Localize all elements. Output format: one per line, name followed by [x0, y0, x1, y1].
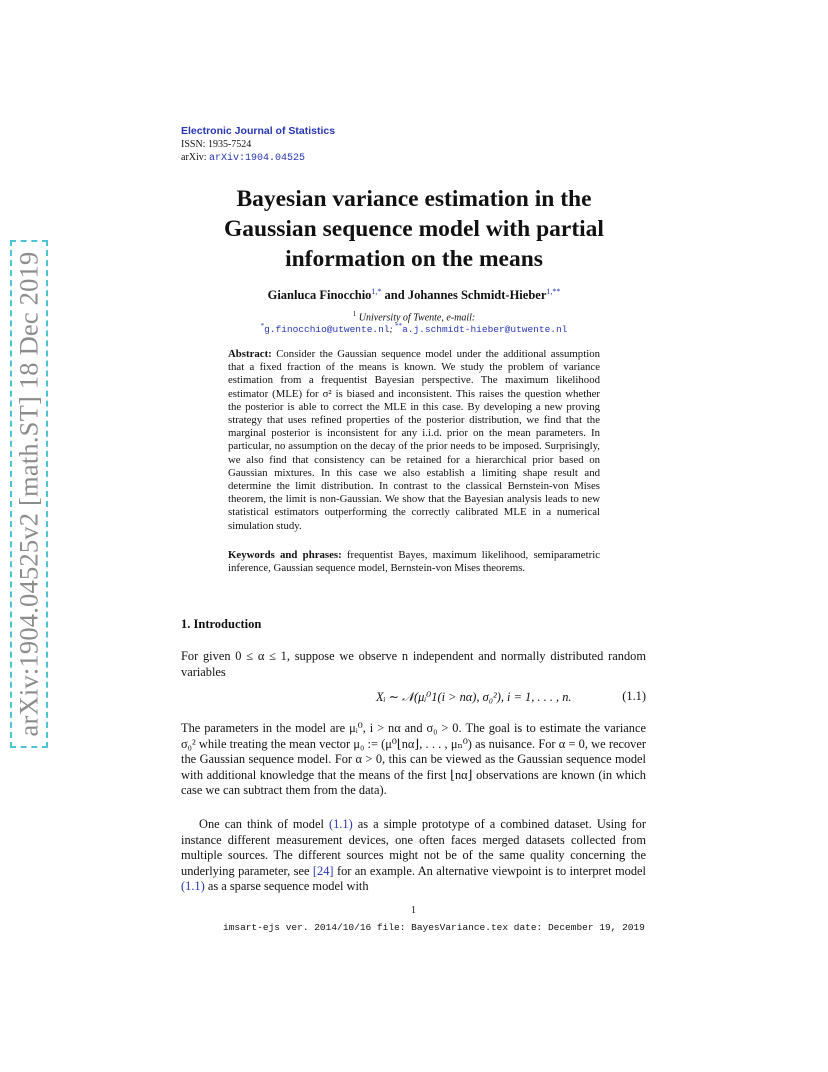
arxiv-link[interactable]: arXiv:1904.04525: [209, 153, 306, 164]
title-line: Bayesian variance estimation in the: [236, 186, 592, 212]
keywords-label: Keywords and phrases:: [228, 549, 342, 561]
section-heading: 1. Introduction: [181, 617, 262, 631]
paragraph-text: One can think of model: [199, 817, 329, 831]
email-line: [150, 322, 678, 335]
paragraph: For given 0 ≤ α ≤ 1, suppose we observe n independent and normally distributed random variables: [181, 649, 646, 679]
equation-reference-link[interactable]: (1.1): [328, 817, 353, 831]
abstract-text: Consider the Gaussian sequence model under the additional assumption that a fixed fraction of the means is known. We study the problem of variance estimation from a frequentist Bayesian perspective. The maximum likelihood estimator (MLE) for σ² is biased and inconsistent. This raises the question whether the posterior is able to correct the MLE in this case. By developing a new proving strategy that uses refined properties of the posterior distribution, we find that the marginal posterior is inconsistent for any i.i.d. prior on the mean parameters. In particular, no assumption on the decay of the prior needs to be imposed. Surprisingly, we also find that consistency can be retained for a hierarchical prior based on Gaussian mixtures. In this case we also establish a limiting shape result and determine the limit distribution. In contrast to the classical Bernstein-von Mises theorem, the limit is non-Gaussian. We show that the Bayesian analysis leads to new statistical estimators outperforming the correctly calibrated MLE in a numerical simulation study.: [228, 348, 600, 532]
journal-name[interactable]: Electronic Journal of Statistics: [181, 125, 336, 137]
paragraph-text: as a sparse sequence model with: [204, 879, 369, 894]
paragraph: [181, 817, 646, 895]
abstract-label: Abstract:: [228, 348, 272, 360]
keywords-text: frequentist Bayes, maximum likelihood, semiparametric inference, Gaussian sequence model, Bernstein-von Mises theorems.: [228, 549, 600, 575]
stamp-text: arXiv:1904.04525v2 [math.ST] 18 Dec 2019: [13, 251, 44, 737]
author-conjunction: and: [381, 288, 408, 303]
title-line: Gaussian sequence model with partial: [224, 216, 604, 242]
email-marker: *: [260, 322, 265, 330]
email-link[interactable]: a.j.schmidt-hieber@utwente.nl: [402, 324, 568, 336]
footer-info: imsart-ejs ver. 2014/10/16 file: BayesVariance.tex date: December 19, 2019: [223, 922, 645, 933]
equation: [181, 689, 646, 707]
arxiv-side-stamp: [10, 240, 48, 748]
keywords: [228, 549, 600, 575]
paragraph-text: as a simple prototype of a combined dataset. Using for instance different measurement devices, one often faces merged datasets collected from multiple sources. The different sources might not be of the same quality concerning the underlying parameter, see: [181, 817, 647, 878]
equation-number: (1.1): [622, 689, 646, 703]
page-number: 1: [411, 905, 416, 916]
arxiv-prefix: arXiv:: [181, 152, 210, 163]
citation-link[interactable]: [24]: [312, 863, 334, 878]
abstract: [228, 348, 600, 533]
author-name: Gianluca Finocchio: [267, 288, 372, 303]
issn: ISSN: 1935-7524: [181, 139, 252, 150]
paper-title: [150, 184, 678, 274]
equation-formula: Xᵢ ∼ 𝒩(μᵢ⁰1(i > nα), σ₀²), i = 1, . . . , n.: [376, 690, 572, 704]
affiliation-marker: 1: [352, 310, 357, 318]
author-footnote-link[interactable]: 1,*: [371, 287, 382, 296]
email-separator: ;: [389, 325, 396, 336]
author-name: Johannes Schmidt-Hieber: [407, 288, 547, 303]
email-marker: **: [395, 322, 403, 330]
affiliation-text: University of Twente, e-mail:: [356, 312, 476, 324]
author-footnote-link[interactable]: 1,**: [546, 287, 561, 296]
arxiv-identifier: [181, 152, 305, 164]
paragraph: The parameters in the model are μᵢ⁰, i > nα and σ₀ > 0. The goal is to estimate the variance σ₀² while treating the mean vector μ₀ := (μ⁰⌊nα⌋, . . . , μₙ⁰) as nuisance. For α = 0, we recover the Gaussian sequence model. For α > 0, this can be viewed as the Gaussian sequence model with additional knowledge that the means of the first ⌊nα⌋ observations are known (in which case we can subtract them from the data).: [181, 721, 646, 798]
equation-reference-link[interactable]: (1.1): [181, 879, 205, 894]
paragraph-text: for an example. An alternative viewpoint is to interpret model: [333, 863, 646, 878]
title-line: information on the means: [285, 246, 543, 272]
author-list: [150, 287, 678, 303]
email-link[interactable]: g.finocchio@utwente.nl: [264, 324, 390, 336]
